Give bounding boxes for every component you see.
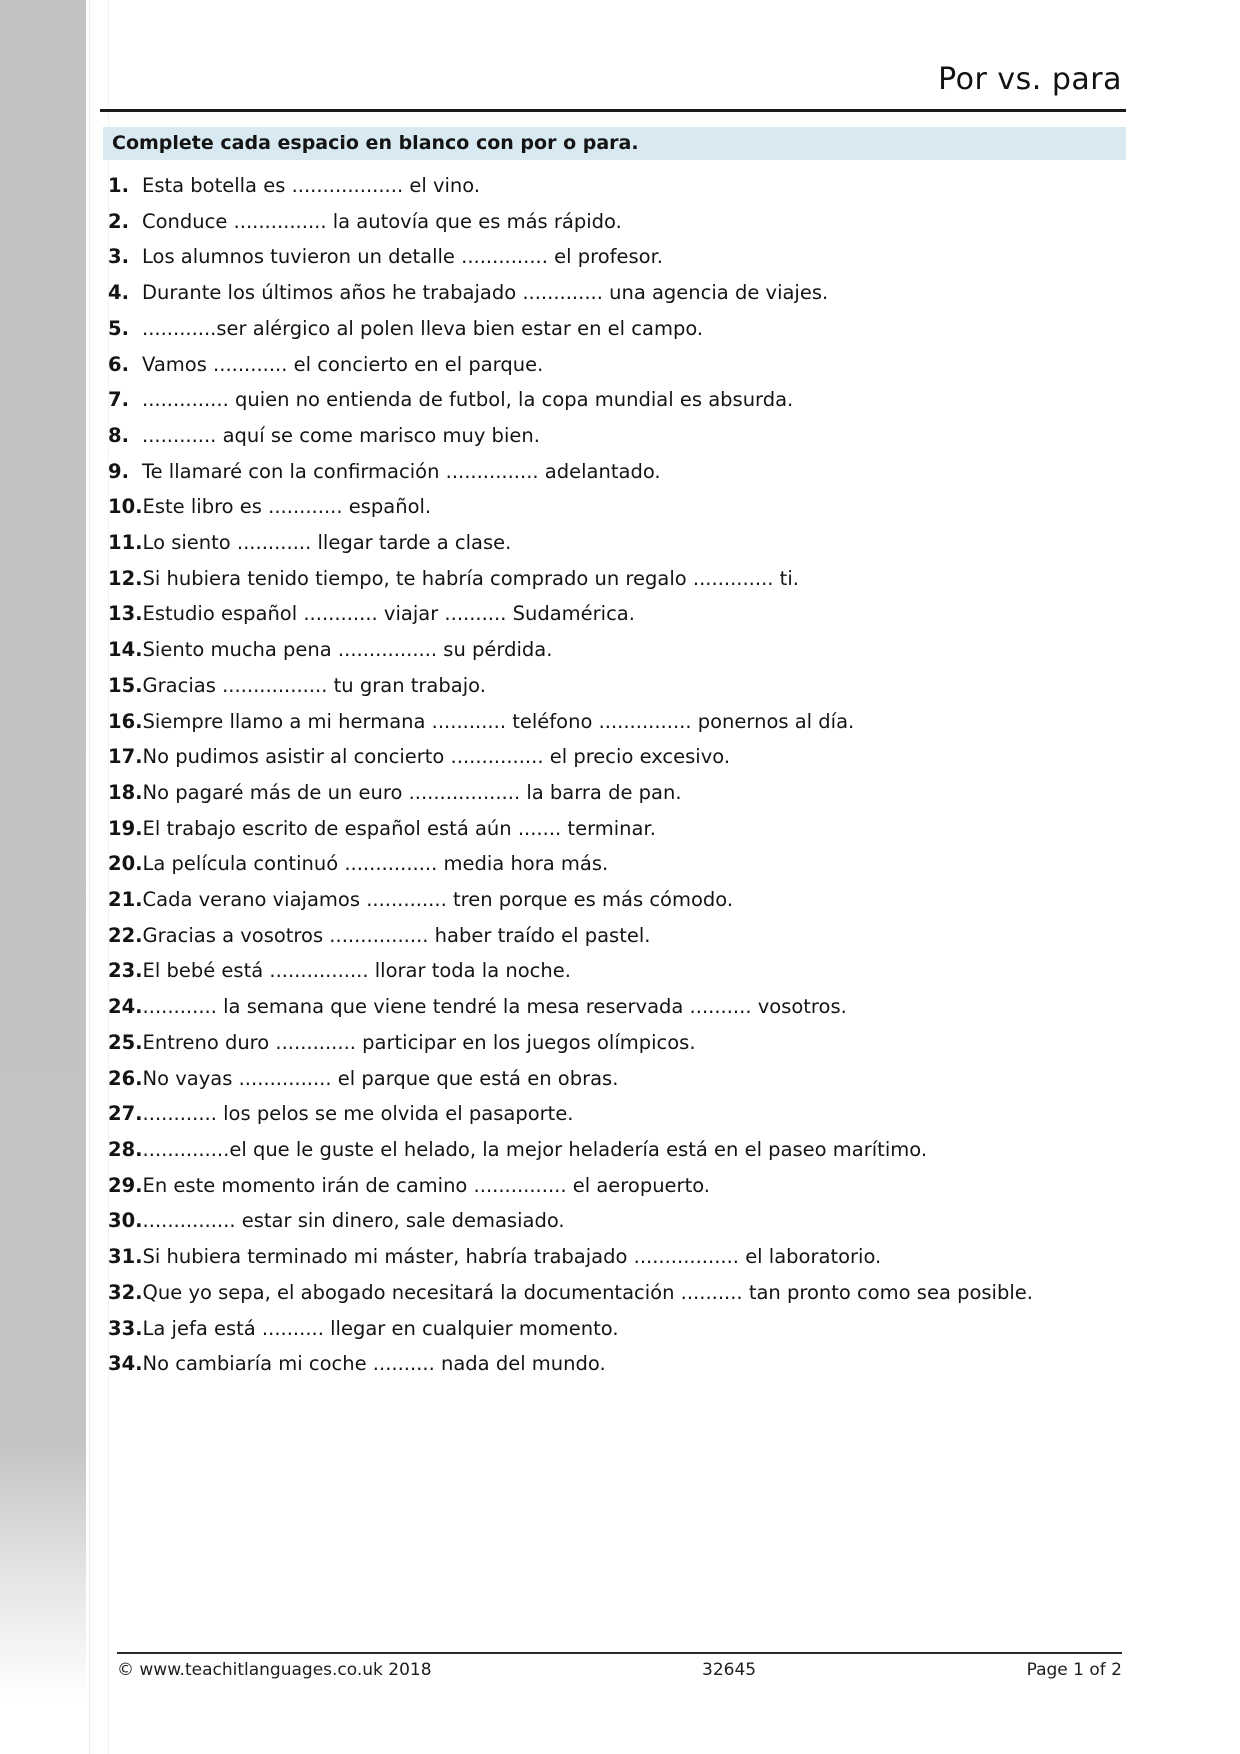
exercise-item — [108, 454, 1138, 490]
item-text: Que yo sepa, el abogado necesitará la documentación .......... tan pronto como sea posible. — [142, 1280, 1033, 1304]
item-number: 12. — [108, 566, 143, 590]
item-number: 32. — [108, 1280, 143, 1304]
item-number: 4. — [108, 281, 129, 305]
exercise-item — [108, 1346, 1138, 1382]
item-number: 27. — [108, 1102, 143, 1126]
item-text: No pudimos asistir al concierto ............... el precio excesivo. — [142, 745, 731, 769]
item-number: 16. — [108, 709, 143, 733]
item-text: ............... estar sin dinero, sale demasiado. — [142, 1209, 565, 1233]
exercise-item — [108, 525, 1138, 561]
item-number: 2. — [108, 209, 129, 233]
exercise-item — [108, 1061, 1138, 1097]
item-number: 20. — [108, 852, 143, 876]
exercise-item — [108, 239, 1138, 275]
item-number: 19. — [108, 816, 143, 840]
item-text: Estudio español ............ viajar .......... Sudamérica. — [142, 602, 635, 626]
item-text: El trabajo escrito de español está aún ....... terminar. — [142, 816, 656, 840]
item-number: 21. — [108, 888, 143, 912]
item-number: 26. — [108, 1066, 143, 1090]
item-text: Vamos ............ el concierto en el parque. — [142, 352, 544, 376]
item-text: Los alumnos tuvieron un detalle .............. el profesor. — [142, 245, 663, 269]
item-text: Entreno duro ............. participar en los juegos olímpicos. — [142, 1030, 696, 1054]
item-text: ............ aquí se come marisco muy bien. — [142, 423, 540, 447]
exercise-item — [108, 846, 1138, 882]
item-text: ............ los pelos se me olvida el pasaporte. — [142, 1102, 574, 1126]
item-number: 34. — [108, 1352, 143, 1376]
item-text: Siempre llamo a mi hermana ............ teléfono ............... ponernos al día. — [142, 709, 855, 733]
exercise-item — [108, 1096, 1138, 1132]
item-text: El bebé está ................ llorar toda la noche. — [142, 959, 571, 983]
exercise-list — [108, 168, 1138, 1382]
item-number: 28. — [108, 1137, 143, 1161]
item-number: 1. — [108, 174, 129, 197]
exercise-item — [108, 168, 1138, 204]
item-number: 15. — [108, 673, 143, 697]
footer-copyright: © www.teachitlanguages.co.uk 2018 — [117, 1660, 432, 1680]
item-number: 8. — [108, 423, 129, 447]
item-text: No vayas ............... el parque que está en obras. — [142, 1066, 619, 1090]
instruction-banner: Complete cada espacio en blanco con por o para. — [103, 127, 1126, 160]
item-number: 14. — [108, 638, 143, 662]
item-text: Esta botella es .................. el vino. — [142, 174, 481, 197]
item-text: No pagaré más de un euro .................. la barra de pan. — [142, 780, 682, 804]
exercise-item — [108, 918, 1138, 954]
exercise-item — [108, 1132, 1138, 1168]
item-text: ............ la semana que viene tendré la mesa reservada .......... vosotros. — [142, 995, 847, 1019]
exercise-item — [108, 811, 1138, 847]
item-number: 30. — [108, 1209, 143, 1233]
exercise-item — [108, 668, 1138, 704]
item-text: Gracias a vosotros ................ haber traído el pastel. — [142, 923, 651, 947]
exercise-item — [108, 953, 1138, 989]
item-number: 10. — [108, 495, 143, 519]
page-footer — [117, 1660, 1122, 1680]
item-number: 24. — [108, 995, 143, 1019]
item-text: Conduce ............... la autovía que es más rápido. — [142, 209, 622, 233]
scan-margin-band — [0, 0, 86, 1754]
exercise-item — [108, 1239, 1138, 1275]
exercise-item — [108, 489, 1138, 525]
item-text: ..............el que le guste el helado, la mejor heladería está en el paseo marítimo. — [142, 1137, 928, 1161]
scan-artifact-line — [89, 0, 90, 1754]
exercise-item — [108, 989, 1138, 1025]
item-number: 13. — [108, 602, 143, 626]
exercise-item — [108, 596, 1138, 632]
exercise-item — [108, 382, 1138, 418]
item-number: 9. — [108, 459, 129, 483]
item-text: Durante los últimos años he trabajado ............. una agencia de viajes. — [142, 281, 829, 305]
item-number: 25. — [108, 1030, 143, 1054]
item-text: La película continuó ............... media hora más. — [142, 852, 609, 876]
exercise-item — [108, 347, 1138, 383]
exercise-item — [108, 275, 1138, 311]
item-number: 33. — [108, 1316, 143, 1340]
footer-page-number: Page 1 of 2 — [1026, 1660, 1122, 1680]
page-title: Por vs. para — [938, 62, 1122, 97]
exercise-item — [108, 882, 1138, 918]
item-number: 23. — [108, 959, 143, 983]
item-text: Lo siento ............ llegar tarde a clase. — [142, 531, 512, 555]
item-number: 5. — [108, 316, 129, 340]
item-number: 17. — [108, 745, 143, 769]
item-text: ............ser alérgico al polen lleva bien estar en el campo. — [142, 316, 704, 340]
item-number: 6. — [108, 352, 129, 376]
exercise-item — [108, 632, 1138, 668]
exercise-item — [108, 1025, 1138, 1061]
item-number: 29. — [108, 1173, 143, 1197]
item-number: 31. — [108, 1245, 143, 1269]
title-divider — [100, 109, 1126, 112]
footer-divider — [117, 1652, 1122, 1654]
exercise-item — [108, 561, 1138, 597]
exercise-item — [108, 418, 1138, 454]
exercise-item — [108, 739, 1138, 775]
item-text: .............. quien no entienda de futbol, la copa mundial es absurda. — [142, 388, 794, 412]
footer-doc-id: 32645 — [702, 1660, 757, 1680]
item-text: No cambiaría mi coche .......... nada del mundo. — [142, 1352, 606, 1376]
item-number: 7. — [108, 388, 129, 412]
item-text: En este momento irán de camino ............... el aeropuerto. — [142, 1173, 710, 1197]
item-number: 11. — [108, 531, 143, 555]
item-number: 18. — [108, 780, 143, 804]
item-text: La jefa está .......... llegar en cualquier momento. — [142, 1316, 619, 1340]
item-text: Si hubiera tenido tiempo, te habría comprado un regalo ............. ti. — [142, 566, 799, 590]
item-text: Cada verano viajamos ............. tren porque es más cómodo. — [142, 888, 734, 912]
item-text: Te llamaré con la confirmación ............... adelantado. — [142, 459, 661, 483]
exercise-item — [108, 1168, 1138, 1204]
exercise-item — [108, 204, 1138, 240]
exercise-item — [108, 311, 1138, 347]
item-text: Gracias ................. tu gran trabajo. — [142, 673, 486, 697]
exercise-item — [108, 1203, 1138, 1239]
item-text: Siento mucha pena ................ su pérdida. — [142, 638, 553, 662]
exercise-item — [108, 704, 1138, 740]
exercise-item — [108, 775, 1138, 811]
item-text: Si hubiera terminado mi máster, habría trabajado ................. el laboratorio. — [142, 1245, 882, 1269]
exercise-item — [108, 1311, 1138, 1347]
item-number: 3. — [108, 245, 129, 269]
exercise-item — [108, 1275, 1138, 1311]
item-text: Este libro es ............ español. — [142, 495, 432, 519]
item-number: 22. — [108, 923, 143, 947]
